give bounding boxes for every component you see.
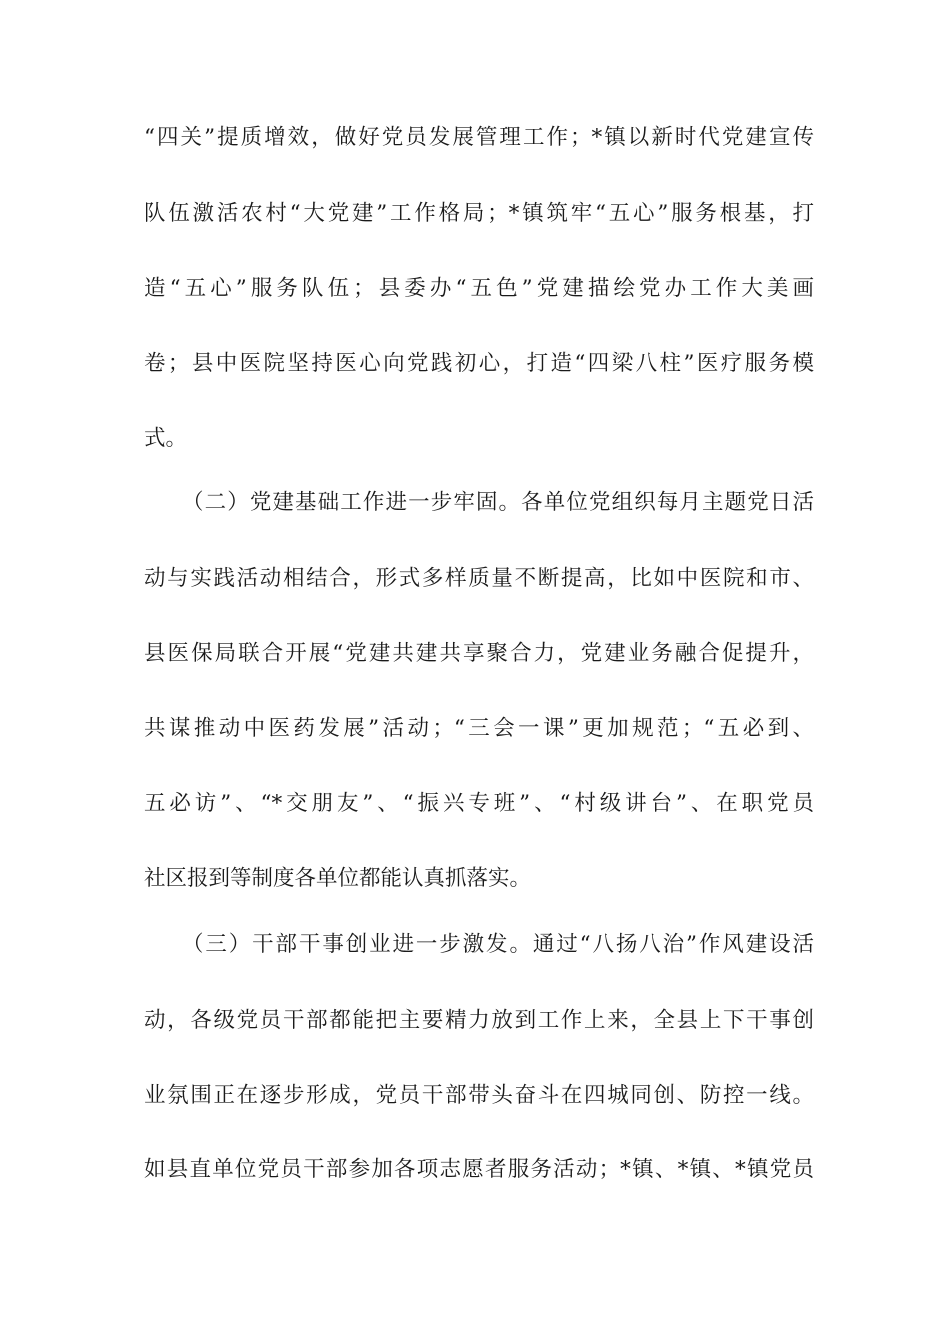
paragraph-line: 卷；县中医院坚持医心向党践初心，打造“四梁八柱”医疗服务模	[144, 351, 814, 376]
section-heading-line: （三）干部干事创业进一步激发。通过“八扬八治”作风建设活	[182, 932, 814, 957]
paragraph-line: 动，各级党员干部都能把主要精力放到工作上来，全县上下干事创	[144, 1008, 814, 1033]
paragraph-line: 造“五心”服务队伍；县委办“五色”党建描绘党办工作大美画	[144, 276, 814, 301]
paragraph-line: 业氛围正在逐步形成，党员干部带头奋斗在四城同创、防控一线。	[144, 1083, 814, 1108]
paragraph-line: 五必访”、“*交朋友”、“振兴专班”、“村级讲台”、在职党员	[144, 791, 814, 816]
paragraph-line: 社区报到等制度各单位都能认真抓落实。	[144, 866, 532, 891]
paragraph-line: 如县直单位党员干部参加各项志愿者服务活动；*镇、*镇、*镇党员	[144, 1157, 814, 1182]
paragraph-line: 式。	[144, 426, 188, 451]
paragraph-line: “四关”提质增效，做好党员发展管理工作；*镇以新时代党建宣传	[144, 125, 814, 150]
paragraph-line: 队伍激活农村“大党建”工作格局；*镇筑牢“五心”服务根基，打	[144, 201, 814, 226]
paragraph-line: 共谋推动中医药发展”活动；“三会一课”更加规范；“五必到、	[144, 716, 814, 741]
section-heading-line: （二）党建基础工作进一步牢固。各单位党组织每月主题党日活	[182, 490, 814, 515]
paragraph-line: 县医保局联合开展“党建共建共享聚合力，党建业务融合促提升，	[144, 641, 814, 666]
paragraph-line: 动与实践活动相结合，形式多样质量不断提高，比如中医院和市、	[144, 566, 814, 591]
